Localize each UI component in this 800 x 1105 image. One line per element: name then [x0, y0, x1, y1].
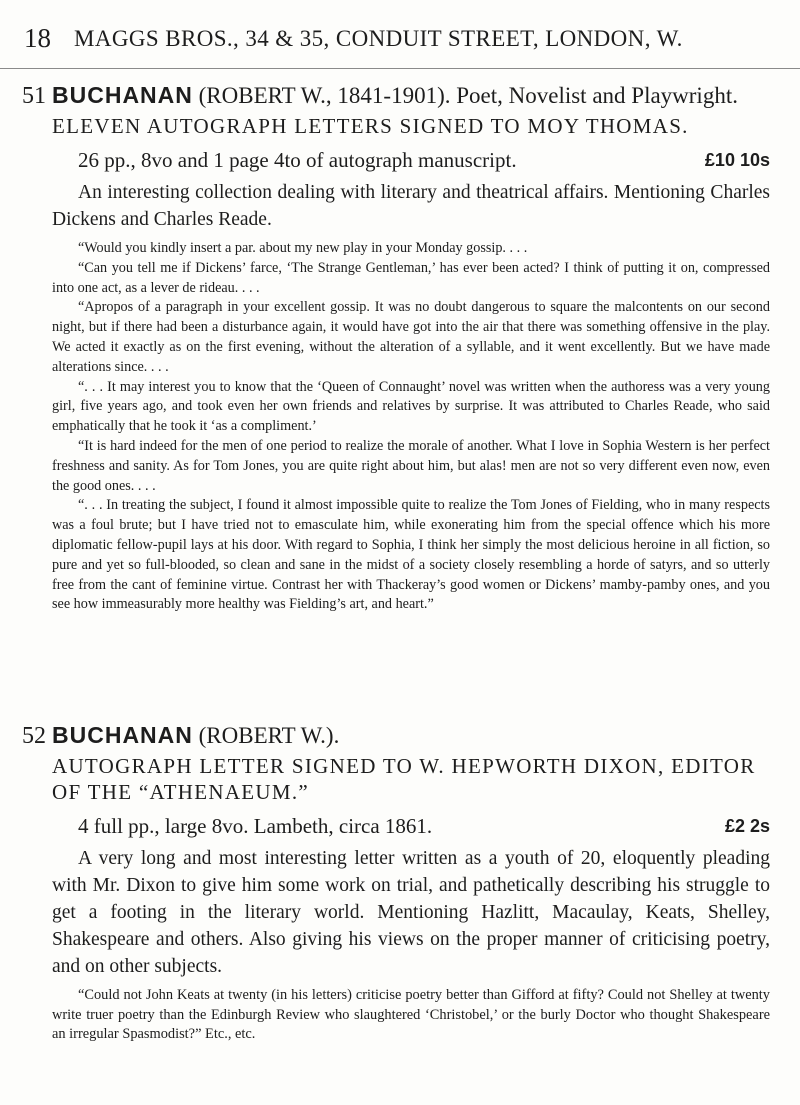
entry-body — [52, 80, 770, 615]
author-details: (ROBERT W., 1841-1901). Poet, Novelist and Playwright. — [192, 83, 738, 108]
item-title: ELEVEN AUTOGRAPH LETTERS SIGNED TO MOY THOMAS. — [52, 114, 689, 138]
author-name: BUCHANAN — [52, 722, 193, 748]
item-title: AUTOGRAPH LETTER SIGNED TO W. HEPWORTH DIXON, EDITOR OF THE “ATHENAEUM.” — [52, 754, 756, 804]
quote-paragraph: “. . . In treating the subject, I found it almost impossible quite to realize the Tom Jones of Fielding, who in many respects was a foul brute; but I have tried not to emasculate him, while exonerating him from the special offence which his more diplomatic fellow-pupil lays at his door. With regard to Sophia, I think her simply the most delicious heroine in all fiction, so pure and yet so full-blooded, so clean and sane in the midst of a society closely resembling a horde of satyrs, and so utterly free from the cant of feminine virtue. Contrast her with Thackeray’s good women or Dickens’ mamby-pamby ones, and you see how immeasurably more healthy was Fielding’s art, and heart.” — [52, 497, 770, 613]
quote-paragraph: “Would you kindly insert a par. about my new play in your Monday gossip. . . . — [78, 240, 528, 256]
entry-heading — [52, 720, 770, 751]
author-name: BUCHANAN — [52, 82, 193, 108]
description-row — [52, 145, 770, 175]
summary-paragraph: An interesting collection dealing with literary and theatrical affairs. Mentioning Charles Dickens and Charles Reade. — [52, 182, 770, 230]
description-row — [52, 811, 770, 841]
price: £2 2s — [724, 816, 770, 836]
quote-paragraph: “Can you tell me if Dickens’ farce, ‘The Strange Gentleman,’ has ever been acted? I think of putting it on, compressed into one act, as a lever de rideau. . . . — [52, 259, 770, 296]
header-rule — [0, 68, 800, 69]
author-details: (ROBERT W.). — [192, 723, 340, 748]
entry-body — [52, 720, 770, 1045]
quote-paragraph: “It is hard indeed for the men of one period to realize the morale of another. What I love in Sophia Western is her perfect freshness and sanity. As for Tom Jones, you are quite right about him, but alas! men are not so very different even now, even the good ones. . . . — [52, 437, 770, 494]
lot-number: 52 — [22, 723, 46, 749]
quote-paragraph: “Apropos of a paragraph in your excellent gossip. It was no doubt dangerous to square the malcontents on our second night, but if there had been a disturbance again, it would have got into the air that there was something offensive in the play. We acted it exactly as on the first evening, without the alteration of a syllable, and it went excellently. But we have made alterations since. . . . — [52, 299, 770, 375]
lot-number: 51 — [22, 83, 46, 109]
item-description: 26 pp., 8vo and 1 page 4to of autograph manuscript. — [78, 148, 517, 172]
quotations — [52, 239, 770, 615]
quote-paragraph: “Could not John Keats at twenty (in his letters) criticise poetry better than Gifford at fifty? Could not Shelley at twenty write truer poetry than the Edinburgh Review who slaughtered ‘Christobel,’ or the burly Doctor who thought Shakespeare an irregular Spasmodist?” Etc., etc. — [52, 987, 770, 1043]
item-description: 4 full pp., large 8vo. Lambeth, circa 1861. — [78, 814, 433, 838]
page-number: 18 — [24, 23, 51, 53]
quotations — [52, 986, 770, 1045]
entry-heading — [52, 80, 770, 111]
page-header — [0, 20, 800, 60]
running-head: MAGGS BROS., 34 & 35, CONDUIT STREET, LONDON, W. — [74, 26, 683, 51]
summary-paragraph: A very long and most interesting letter written as a youth of 20, eloquently pleading with Mr. Dixon to give him some work on trial, and pathetically describing his struggle to get a footing in the literary world. Mentioning Hazlitt, Macaulay, Keats, Shelley, Shakespeare and others. Also giving his views on the proper manner of criticising poetry, and on other subjects. — [52, 848, 770, 977]
price: £10 10s — [704, 150, 770, 170]
quote-paragraph: “. . . It may interest you to know that the ‘Queen of Connaught’ novel was written when the authoress was a very young girl, five years ago, and took even her own friends and relatives by surprise. It was attributed to Charles Reade, who said emphatically that he took it ‘as a compliment.’ — [52, 378, 770, 435]
